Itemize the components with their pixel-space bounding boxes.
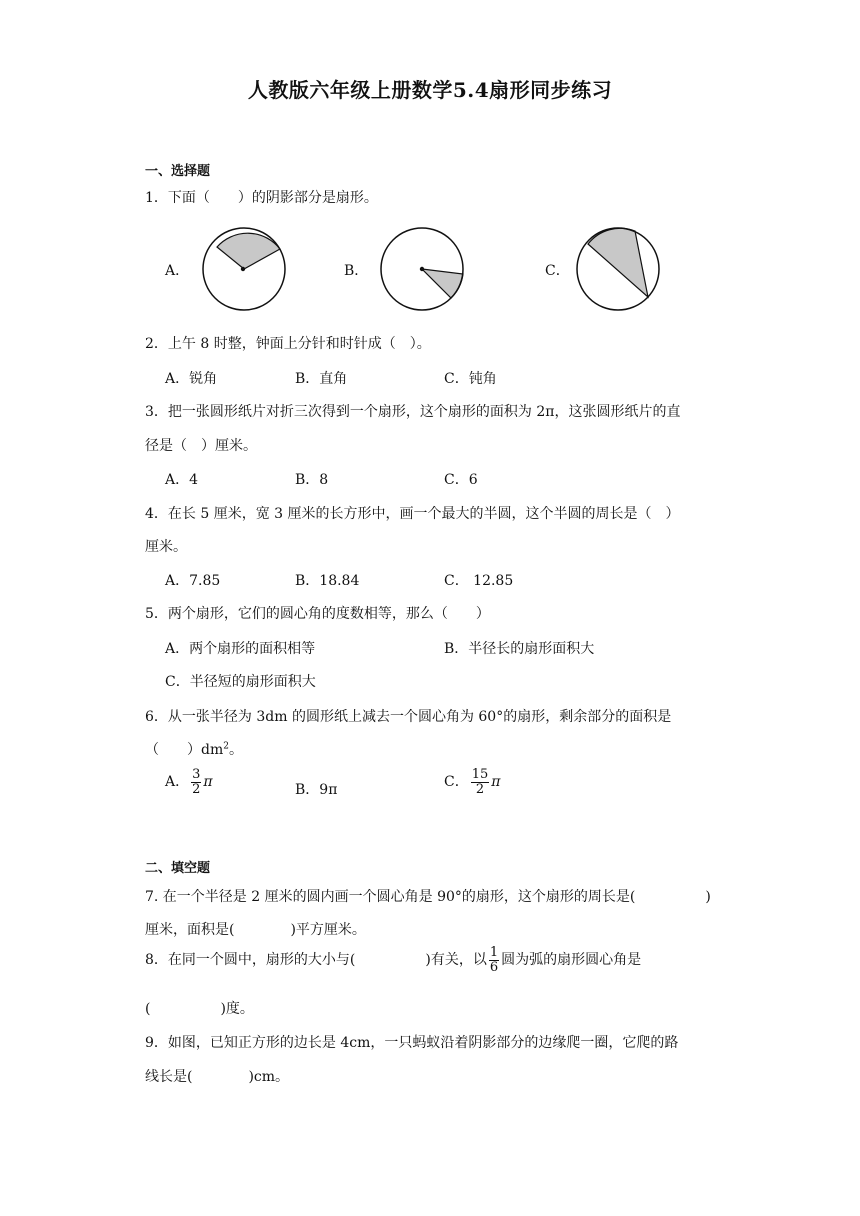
- q1-option-c-label: C．: [545, 263, 570, 279]
- q6-c-denominator: 2: [475, 781, 485, 797]
- q6-option-a: [165, 768, 213, 796]
- question-7-line1: 7. 在一个半径是 2 厘米的圆内画一个圆心角是 90°的扇形，这个扇形的周长是( ): [145, 889, 711, 905]
- question-4-line1: 4．在长 5 厘米，宽 3 厘米的长方形中，画一个最大的半圆，这个半圆的周长是（ ）: [145, 506, 680, 522]
- q5-option-a: A．两个扇形的面积相等: [165, 641, 316, 657]
- section-choice-heading: 一、选择题: [145, 164, 211, 179]
- question-3-line2: 径是（ ）厘米。: [145, 438, 257, 454]
- q1-option-b-label: B．: [344, 263, 369, 279]
- q6-line2-end: 。: [228, 742, 243, 758]
- question-6-line2: [145, 739, 243, 759]
- page-title: 人教版六年级上册数学5.4扇形同步练习: [247, 78, 613, 102]
- question-6-line1: 6．从一张半径为 3dm 的圆形纸上减去一个圆心角为 60°的扇形，剩余部分的面积是: [145, 709, 672, 725]
- question-3-line1: 3．把一张圆形纸片对折三次得到一个扇形，这个扇形的面积为 2π，这张圆形纸片的直: [145, 404, 681, 420]
- q1-figure-b: [378, 227, 468, 313]
- q1-option-a-label: A．: [165, 263, 190, 279]
- q4-option-a: A．7.85: [165, 573, 221, 589]
- q3-option-c: C．6: [444, 472, 478, 488]
- q8-text-before: 8．在同一个圆中，扇形的大小与( )有关，以: [145, 952, 487, 969]
- section-fill-heading: 二、填空题: [145, 861, 211, 876]
- q6-a-denominator: 2: [192, 781, 201, 797]
- q3-option-b: B．8: [295, 472, 329, 488]
- question-8-line2: ( )度。: [145, 1001, 254, 1017]
- q6-c-numerator: 15: [471, 767, 489, 782]
- q6-option-c-label: C．: [444, 774, 469, 791]
- q6-option-a-fraction: [191, 768, 201, 796]
- q5-option-c: C．半径短的扇形面积大: [165, 674, 316, 690]
- question-8-line1: [145, 946, 641, 974]
- q2-option-a: A．锐角: [165, 371, 218, 387]
- question-4-line2: 厘米。: [145, 539, 187, 555]
- question-9-line1: 9．如图，已知正方形的边长是 4cm，一只蚂蚁沿着阴影部分的边缘爬一圈，它爬的路: [145, 1035, 679, 1051]
- q5-option-b: B．半径长的扇形面积大: [444, 641, 595, 657]
- question-2-text: 2．上午 8 时整，钟面上分针和时针成（ ）。: [145, 336, 431, 352]
- q6-a-numerator: 3: [192, 767, 201, 782]
- q2-option-c: C．钝角: [444, 371, 497, 387]
- q2-option-b: B．直角: [295, 371, 348, 387]
- q4-option-c: C． 12.85: [444, 573, 514, 589]
- q8-fraction: [489, 946, 499, 974]
- q6-line2-superscript: 2: [223, 741, 229, 752]
- q8-numerator: 1: [489, 945, 499, 960]
- q6-c-pi: π: [491, 774, 501, 791]
- q6-a-pi: π: [203, 774, 213, 791]
- question-1-text: 1．下面（ ）的阴影部分是扇形。: [145, 190, 378, 206]
- question-5-text: 5．两个扇形，它们的圆心角的度数相等，那么（ ）: [145, 606, 490, 622]
- q8-text-after: 圆为弧的扇形圆心角是: [501, 952, 642, 969]
- q8-denominator: 6: [489, 959, 499, 975]
- q6-option-c-fraction: [471, 768, 490, 796]
- q6-option-b: B．9π: [295, 782, 338, 798]
- question-7-line2: 厘米，面积是( )平方厘米。: [145, 922, 366, 938]
- q3-option-a: A．4: [165, 472, 199, 488]
- question-9-line2: 线长是( )cm。: [145, 1069, 290, 1085]
- q6-option-a-label: A．: [165, 774, 190, 791]
- q1-figure-c: [574, 227, 664, 313]
- q1-figure-a: [200, 227, 290, 313]
- q6-option-c: [444, 768, 500, 796]
- q6-line2-text: （ ）dm: [145, 742, 224, 758]
- q4-option-b: B．18.84: [295, 573, 360, 589]
